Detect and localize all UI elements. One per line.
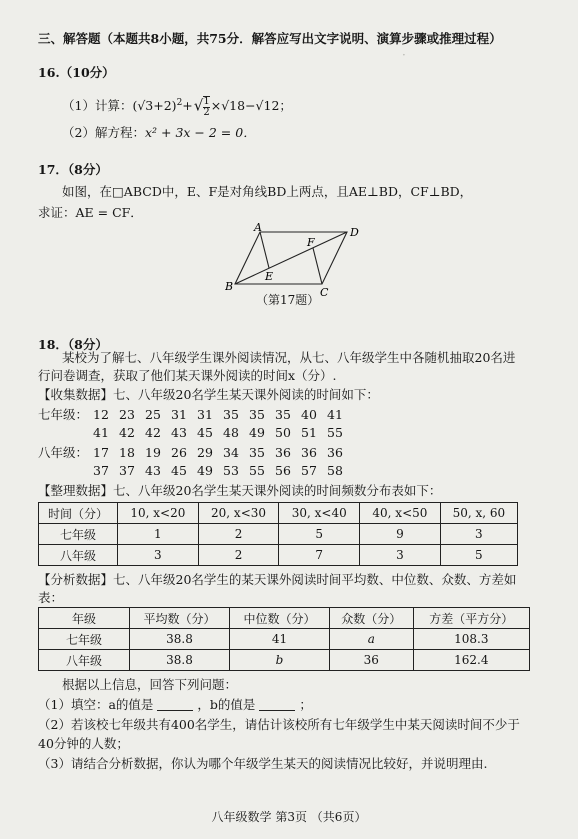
reading-time-value: 35 <box>249 445 265 460</box>
subquestion-2-line2: 40分钟的人数； <box>38 736 129 751</box>
reading-time-value: 37 <box>93 463 109 478</box>
freq-header-cell: 40, x<50 <box>360 503 441 524</box>
q18-intro2: 行问卷调查，获取了他们某天课外阅读的时间x（分）. <box>38 368 337 383</box>
reading-time-value: 31 <box>171 407 187 422</box>
freq-cell: 八年级 <box>39 545 118 566</box>
stat-row-g7 <box>39 629 530 650</box>
stat-cell: 38.8 <box>130 650 230 671</box>
reading-time-value: 40 <box>301 407 317 422</box>
freq-header-cell: 30, x<40 <box>279 503 360 524</box>
reading-time-value: 43 <box>145 463 161 478</box>
q16-part2 <box>62 124 256 142</box>
q18-number: 18．（8分） <box>38 337 108 352</box>
q16-part1-sup: 2 <box>176 98 183 108</box>
reading-time-value: 35 <box>249 407 265 422</box>
answer-blank-b[interactable] <box>259 698 295 711</box>
q17-number: 17．（8分） <box>38 162 108 177</box>
subquestion-3: （3）请结合分析数据，你认为哪个年级学生某天的阅读情况比较好，并说明理由. <box>38 756 488 771</box>
reading-time-value: 25 <box>145 407 161 422</box>
freq-cell: 9 <box>360 524 441 545</box>
freq-cell: 5 <box>440 545 517 566</box>
freq-cell: 7 <box>279 545 360 566</box>
reading-time-value: 19 <box>145 445 161 460</box>
label-e: E <box>265 270 274 283</box>
statistics-table <box>38 607 530 671</box>
stat-header-cell: 中位数（分） <box>230 608 330 629</box>
label-a: A <box>254 222 262 234</box>
reading-time-value: 41 <box>327 407 343 422</box>
q16-number: 16.（10分） <box>38 65 115 80</box>
section-header: 三、解答题（本题共8小题，共75分．解答应写出文字说明、演算步骤或推理过程） <box>38 31 502 46</box>
reading-time-value: 56 <box>275 463 291 478</box>
freq-header-cell: 10, x<20 <box>118 503 199 524</box>
reading-time-value: 36 <box>301 445 317 460</box>
segment-cf <box>313 248 322 284</box>
reading-time-value: 57 <box>301 463 317 478</box>
reading-time-value: 26 <box>171 445 187 460</box>
g7-label: 七年级： <box>38 407 89 422</box>
analyze-title2: 表： <box>38 590 64 605</box>
stat-row-g8 <box>39 650 530 671</box>
freq-cell: 3 <box>118 545 199 566</box>
reading-time-value: 50 <box>275 425 291 440</box>
q16-part1-rest: ×√18−√12； <box>210 98 292 114</box>
q16-part1-term1: (√3+2) <box>132 98 177 114</box>
stat-cell: 八年级 <box>39 650 130 671</box>
collect-title: 【收集数据】七、八年级20名学生某天课外阅读的时间如下： <box>38 387 379 402</box>
q16-part1-plus: + <box>182 98 193 114</box>
stat-cell: 38.8 <box>130 629 230 650</box>
subq1-a-text: （1）填空：a的值是 <box>38 697 154 712</box>
stat-cell: 162.4 <box>413 650 529 671</box>
stat-cell: b <box>230 650 330 671</box>
reading-time-value: 29 <box>197 445 213 460</box>
freq-cell: 2 <box>198 545 279 566</box>
analyze-title1: 【分析数据】七、八年级20名学生的某天课外阅读时间平均数、中位数、众数、方差如 <box>38 572 517 587</box>
reading-time-value: 49 <box>197 463 213 478</box>
freq-row-g7 <box>39 524 518 545</box>
q16-part1 <box>62 94 292 118</box>
stat-cell: a <box>330 629 414 650</box>
q16-frac-den: 2 <box>203 106 210 118</box>
reading-time-value: 58 <box>327 463 343 478</box>
subquestion-1 <box>38 696 312 714</box>
reading-time-value: 34 <box>223 445 239 460</box>
reading-time-value: 51 <box>301 425 317 440</box>
reading-time-value: 42 <box>145 425 161 440</box>
stat-header-cell: 方差（平方分） <box>413 608 529 629</box>
reading-time-value: 23 <box>119 407 135 422</box>
freq-header-cell: 时间（分） <box>39 503 118 524</box>
reading-time-value: 45 <box>197 425 213 440</box>
bleed-through-mark: · <box>402 48 406 62</box>
subq1-end: ； <box>299 697 312 712</box>
freq-cell: 3 <box>440 524 517 545</box>
q17-text2: 求证：AE = CF． <box>38 205 143 220</box>
answer-blank-a[interactable] <box>157 698 193 711</box>
stat-cell: 108.3 <box>413 629 529 650</box>
reading-time-value: 49 <box>249 425 265 440</box>
answer-intro: 根据以上信息，回答下列问题： <box>62 677 238 692</box>
reading-time-value: 35 <box>223 407 239 422</box>
freq-cell: 2 <box>198 524 279 545</box>
reading-time-value: 36 <box>327 445 343 460</box>
reading-time-value: 36 <box>275 445 291 460</box>
freq-header-cell: 50, x, 60 <box>440 503 517 524</box>
subq1-b-text: ，b的值是 <box>197 697 256 712</box>
q16-sqrt-fraction: √ $\frac{1}{2}$ <box>193 95 210 118</box>
subquestion-2-line1: （2）若该校七年级共有400名学生，请估计该校所有七年级学生中某天阅读时间不少于 <box>38 717 520 732</box>
freq-cell: 5 <box>279 524 360 545</box>
stat-header-cell: 平均数（分） <box>130 608 230 629</box>
freq-cell: 3 <box>360 545 441 566</box>
stat-header-cell: 年级 <box>39 608 130 629</box>
label-b: B <box>225 280 234 293</box>
stat-cell: 41 <box>230 629 330 650</box>
organize-title: 【整理数据】七、八年级20名学生某天课外阅读的时间频数分布表如下： <box>38 483 442 498</box>
stat-header-cell: 众数（分） <box>330 608 414 629</box>
figure-caption: （第17题） <box>256 293 320 307</box>
label-d: D <box>350 226 359 239</box>
reading-time-value: 43 <box>171 425 187 440</box>
reading-time-value: 45 <box>171 463 187 478</box>
stat-header-row <box>39 608 530 629</box>
reading-time-value: 48 <box>223 425 239 440</box>
reading-time-value: 37 <box>119 463 135 478</box>
freq-cell: 七年级 <box>39 524 118 545</box>
freq-header-cell: 20, x<30 <box>198 503 279 524</box>
reading-time-value: 42 <box>119 425 135 440</box>
q16-frac-num: 1 <box>203 95 210 107</box>
label-f: F <box>307 236 315 249</box>
reading-time-value: 18 <box>119 445 135 460</box>
reading-time-value: 35 <box>275 407 291 422</box>
diagonal-bd <box>235 232 347 284</box>
freq-cell: 1 <box>118 524 199 545</box>
reading-time-value: 17 <box>93 445 109 460</box>
reading-time-value: 53 <box>223 463 239 478</box>
q16-part2-label: （2）解方程： <box>62 125 145 140</box>
segment-ae <box>260 232 269 268</box>
g8-label: 八年级： <box>38 445 89 460</box>
q16-part2-expr: x² + 3x − 2 = 0． <box>144 125 256 140</box>
q17-text1: 如图，在□ABCD中，E、F是对角线BD上两点，且AE⊥BD，CF⊥BD， <box>62 184 473 199</box>
reading-time-value: 31 <box>197 407 213 422</box>
reading-time-value: 55 <box>249 463 265 478</box>
parallelogram-figure <box>225 222 365 302</box>
frequency-table <box>38 502 518 566</box>
stat-cell: 36 <box>330 650 414 671</box>
reading-time-value: 41 <box>93 425 109 440</box>
freq-row-g8 <box>39 545 518 566</box>
page-footer: 八年级数学 第3页 （共6页） <box>211 810 367 824</box>
stat-cell: 七年级 <box>39 629 130 650</box>
reading-time-value: 55 <box>327 425 343 440</box>
q16-part1-label: （1）计算： <box>62 98 133 114</box>
freq-header-row <box>39 503 518 524</box>
q18-intro1: 某校为了解七、八年级学生课外阅读情况，从七、八年级学生中各随机抽取20名进 <box>62 350 516 365</box>
reading-time-value: 12 <box>93 407 109 422</box>
label-c: C <box>320 286 329 299</box>
